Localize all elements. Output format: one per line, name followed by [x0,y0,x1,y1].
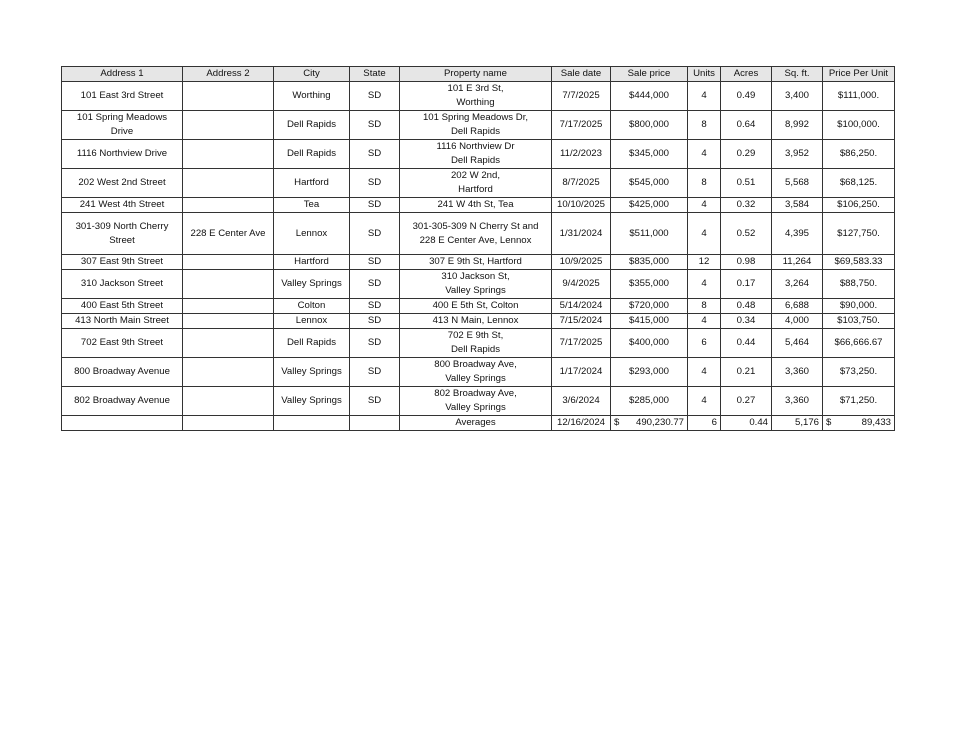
cell-sqft: 3,584 [772,198,823,213]
cell-acres: 0.44 [721,329,772,358]
cell-sqft: 11,264 [772,255,823,270]
table-row [62,255,895,270]
cell-ppu: $86,250. [823,140,895,169]
cell-sqft: 3,360 [772,358,823,387]
cell-sqft: 4,395 [772,213,823,255]
cell-acres: 0.98 [721,255,772,270]
cell-state: SD [350,140,400,169]
cell-sqft: 6,688 [772,299,823,314]
cell-property: 400 E 5th St, Colton [400,299,552,314]
cell-address2 [183,314,274,329]
cell-acres: 0.51 [721,169,772,198]
cell-acres: 0.32 [721,198,772,213]
cell-acres: 0.29 [721,140,772,169]
cell-sale-price: $400,000 [611,329,688,358]
cell-ppu: $103,750. [823,314,895,329]
cell-address2 [183,140,274,169]
cell-sqft: 3,952 [772,140,823,169]
cell-address2: 228 E Center Ave [183,213,274,255]
cell-city: Worthing [274,82,350,111]
sales-table [61,66,895,431]
cell-property: 307 E 9th St, Hartford [400,255,552,270]
cell-address1: 400 East 5th Street [62,299,183,314]
cell-units: 4 [688,270,721,299]
cell-acres: 0.48 [721,299,772,314]
col-header-state: State [350,67,400,82]
cell-sqft: 4,000 [772,314,823,329]
cell-property: 800 Broadway Ave, Valley Springs [400,358,552,387]
header-row [62,67,895,82]
cell-sale-date: 7/7/2025 [552,82,611,111]
cell-city: Colton [274,299,350,314]
cell-sale-price: $345,000 [611,140,688,169]
col-header-ppu: Price Per Unit [823,67,895,82]
cell-city: Valley Springs [274,387,350,416]
cell-sqft: 3,360 [772,387,823,416]
cell-sale-date: 11/2/2023 [552,140,611,169]
avg-sale-price-symbol: $ [614,417,620,428]
table-row [62,270,895,299]
cell-city: Dell Rapids [274,140,350,169]
cell-state: SD [350,255,400,270]
col-header-city: City [274,67,350,82]
cell-ppu: $68,125. [823,169,895,198]
col-header-sale-price: Sale price [611,67,688,82]
cell-sqft: 8,992 [772,111,823,140]
cell-address1: 702 East 9th Street [62,329,183,358]
cell-sale-date: 1/31/2024 [552,213,611,255]
cell-acres: 0.49 [721,82,772,111]
col-header-sqft: Sq. ft. [772,67,823,82]
cell-property: 101 Spring Meadows Dr, Dell Rapids [400,111,552,140]
cell-acres: 0.52 [721,213,772,255]
cell-property: 202 W 2nd, Hartford [400,169,552,198]
col-header-units: Units [688,67,721,82]
cell-address1: 101 East 3rd Street [62,82,183,111]
cell-units: 8 [688,169,721,198]
cell-units: 4 [688,358,721,387]
cell-ppu: $73,250. [823,358,895,387]
cell-city: Lennox [274,213,350,255]
cell-property: 413 N Main, Lennox [400,314,552,329]
table-row [62,329,895,358]
cell-address1: 802 Broadway Avenue [62,387,183,416]
cell-units: 4 [688,387,721,416]
cell-address2 [183,255,274,270]
cell-empty [62,416,183,431]
cell-acres: 0.64 [721,111,772,140]
cell-sale-price: $800,000 [611,111,688,140]
avg-acres: 0.44 [721,416,772,431]
table-row [62,314,895,329]
cell-ppu: $66,666.67 [823,329,895,358]
cell-empty [183,416,274,431]
cell-units: 8 [688,111,721,140]
cell-ppu: $69,583.33 [823,255,895,270]
avg-sqft: 5,176 [772,416,823,431]
cell-state: SD [350,213,400,255]
cell-property: 802 Broadway Ave, Valley Springs [400,387,552,416]
table-row [62,82,895,111]
table-row [62,111,895,140]
cell-property: 301-305-309 N Cherry St and 228 E Center Ave, Lennox [400,213,552,255]
cell-state: SD [350,299,400,314]
cell-units: 4 [688,82,721,111]
averages-row [62,416,895,431]
cell-sale-date: 8/7/2025 [552,169,611,198]
cell-address1: 413 North Main Street [62,314,183,329]
cell-address2 [183,169,274,198]
cell-state: SD [350,387,400,416]
cell-state: SD [350,111,400,140]
cell-units: 4 [688,140,721,169]
cell-address2 [183,299,274,314]
cell-state: SD [350,270,400,299]
cell-address1: 101 Spring Meadows Drive [62,111,183,140]
cell-sqft: 5,464 [772,329,823,358]
cell-sale-date: 10/9/2025 [552,255,611,270]
cell-ppu: $111,000. [823,82,895,111]
cell-city: Valley Springs [274,270,350,299]
cell-units: 8 [688,299,721,314]
cell-address1: 241 West 4th Street [62,198,183,213]
cell-sale-price: $720,000 [611,299,688,314]
table-row [62,169,895,198]
cell-property: 702 E 9th St, Dell Rapids [400,329,552,358]
cell-city: Lennox [274,314,350,329]
table-row [62,358,895,387]
cell-sqft: 3,264 [772,270,823,299]
cell-sale-price: $355,000 [611,270,688,299]
cell-address2 [183,329,274,358]
cell-state: SD [350,314,400,329]
cell-state: SD [350,198,400,213]
cell-address2 [183,111,274,140]
cell-sale-price: $293,000 [611,358,688,387]
col-header-address1: Address 1 [62,67,183,82]
cell-empty [274,416,350,431]
cell-property: 310 Jackson St, Valley Springs [400,270,552,299]
col-header-address2: Address 2 [183,67,274,82]
cell-units: 4 [688,198,721,213]
cell-units: 4 [688,314,721,329]
averages-label: Averages [400,416,552,431]
cell-sqft: 5,568 [772,169,823,198]
cell-address2 [183,82,274,111]
cell-units: 4 [688,213,721,255]
cell-sale-price: $545,000 [611,169,688,198]
table-row [62,299,895,314]
cell-ppu: $127,750. [823,213,895,255]
cell-sale-date: 10/10/2025 [552,198,611,213]
cell-address1: 301-309 North Cherry Street [62,213,183,255]
cell-sale-date: 5/14/2024 [552,299,611,314]
table-row [62,213,895,255]
cell-address1: 310 Jackson Street [62,270,183,299]
cell-address1: 307 East 9th Street [62,255,183,270]
col-header-sale-date: Sale date [552,67,611,82]
cell-city: Valley Springs [274,358,350,387]
cell-address1: 800 Broadway Avenue [62,358,183,387]
cell-property: 1116 Northview Dr Dell Rapids [400,140,552,169]
cell-city: Dell Rapids [274,329,350,358]
table-row [62,387,895,416]
cell-ppu: $88,750. [823,270,895,299]
cell-sale-date: 9/4/2025 [552,270,611,299]
cell-address1: 202 West 2nd Street [62,169,183,198]
cell-ppu: $100,000. [823,111,895,140]
cell-address1: 1116 Northview Drive [62,140,183,169]
cell-acres: 0.17 [721,270,772,299]
table-row [62,198,895,213]
cell-empty [350,416,400,431]
avg-sale-price [611,416,688,431]
avg-sale-date: 12/16/2024 [552,416,611,431]
cell-sale-date: 3/6/2024 [552,387,611,416]
cell-ppu: $71,250. [823,387,895,416]
cell-sale-date: 7/17/2025 [552,111,611,140]
col-header-acres: Acres [721,67,772,82]
avg-sale-price-value: 490,230.77 [635,417,684,428]
cell-sale-price: $511,000 [611,213,688,255]
cell-city: Hartford [274,255,350,270]
cell-sale-date: 1/17/2024 [552,358,611,387]
cell-ppu: $90,000. [823,299,895,314]
cell-sale-price: $425,000 [611,198,688,213]
cell-units: 6 [688,329,721,358]
cell-sale-price: $444,000 [611,82,688,111]
avg-units: 6 [688,416,721,431]
cell-acres: 0.21 [721,358,772,387]
cell-city: Tea [274,198,350,213]
avg-ppu [823,416,895,431]
cell-sale-price: $415,000 [611,314,688,329]
cell-address2 [183,358,274,387]
cell-sale-price: $285,000 [611,387,688,416]
cell-city: Dell Rapids [274,111,350,140]
cell-acres: 0.34 [721,314,772,329]
cell-state: SD [350,358,400,387]
table-row [62,140,895,169]
cell-address2 [183,198,274,213]
col-header-property: Property name [400,67,552,82]
cell-state: SD [350,82,400,111]
cell-sale-price: $835,000 [611,255,688,270]
cell-property: 241 W 4th St, Tea [400,198,552,213]
cell-state: SD [350,329,400,358]
cell-address2 [183,387,274,416]
cell-state: SD [350,169,400,198]
cell-address2 [183,270,274,299]
cell-ppu: $106,250. [823,198,895,213]
cell-sale-date: 7/15/2024 [552,314,611,329]
cell-acres: 0.27 [721,387,772,416]
avg-ppu-value: 89,433 [861,417,891,428]
cell-sqft: 3,400 [772,82,823,111]
avg-ppu-symbol: $ [826,417,832,428]
cell-property: 101 E 3rd St, Worthing [400,82,552,111]
cell-units: 12 [688,255,721,270]
cell-city: Hartford [274,169,350,198]
cell-sale-date: 7/17/2025 [552,329,611,358]
